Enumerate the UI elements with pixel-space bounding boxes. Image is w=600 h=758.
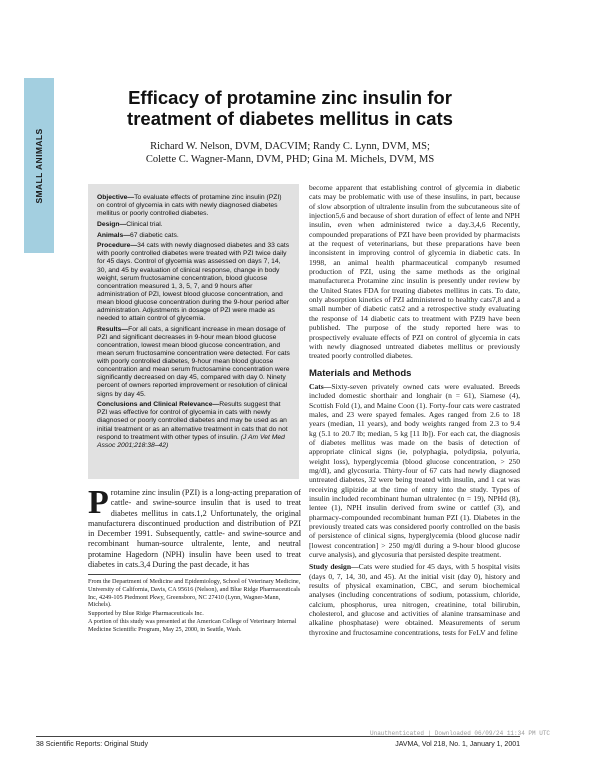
- left-column: [88, 484, 301, 635]
- abstract-procedure: Procedure—34 cats with newly diagnosed diabetes and 33 cats with poorly controlled diabetes were treated with PZI twice daily for 45 days. Control of glycemia was assessed on days 7, 14, 30, and 45 by evaluation of clinical response, change in body weight, serum fructosamine concentration, blood glucose concentration measured 1, 3, 5, 7, and 9 hours after administration of PZI, lowest blood glucose concentration, and mean blood glucose concentration during the 9-hour period after administration. Adjustments in dosage of PZI were made as needed to attain control of glycemia.: [97, 242, 290, 323]
- footnotes: [88, 578, 301, 633]
- footer-journal-info: JAVMA, Vol 218, No. 1, January 1, 2001: [395, 741, 520, 748]
- abstract-citation: (J Am Vet Med Assoc 2001;218:38–42): [97, 433, 285, 449]
- abstract-conclusions: Conclusions and Clinical Relevance—Results suggest that PZI was effective for control of glycemia in cats with newly diagnosed or poorly controlled diabetes and may be used as an initial treatment or as an alternative treatment in cats that do not respond to treatment with other types of insulin. (J Am Vet Med Assoc 2001;218:38–42): [97, 401, 288, 449]
- intro-paragraph: [88, 484, 301, 570]
- intro-text: rotamine zinc insulin (PZI) is a long-acting preparation of cattle- and swine-source insulin that is used to treat diabetes mellitus in cats.1,2 Unfortunately, the original manufacturera discontinued production and distribution of PZI in December 1991. Subsequently, cattle- and swine-source and recombinant human-source ultralente, lente, and neutral protamine Hagedorn (NPH) insulin have been used to treat diabetes in cats.3,4 During the past decade, it has: [88, 488, 301, 570]
- abstract-objective: Objective—To evaluate effects of protamine zinc insulin (PZI) on control of glycemia in cats with newly diagnosed diabetes mellitus or poorly controlled diabetes.: [97, 194, 282, 218]
- abstract-results: Results—For all cats, a significant increase in mean dosage of PZI and significant decreases in 9-hour mean blood glucose concentration, lowest mean blood glucose concentration, and mean serum fructosamine concentration were detected. For cats with poorly controlled diabetes, 9-hour mean blood glucose concentration and mean serum fructosamine concentration were significantly decreased on day 45, compared with day 0. Ninety percent of owners reported improvement or resolution of clinical signs by day 45.: [97, 325, 290, 398]
- authors-line-2: Colette C. Wagner-Mann, DVM, PHD; Gina M. Michels, DVM, MS: [145, 154, 435, 165]
- download-watermark: Unauthenticated | Downloaded 06/09/24 11:34 PM UTC: [370, 730, 551, 737]
- methods-study-design: Study design—Cats were studied for 45 days, with 5 hospital visits (days 0, 7, 14, 30, and 45). At the initial visit (day 0), history and results of physical examination, CBC, and serum biochemical analyses (including concentrations of sodium, potassium, chloride, calcium, phosphorus, urea nitrogen, creatinine, total bilirubin, cholesterol, and glucose and activities of alanine transaminase and alkaline phosphatase) were obtained. Measurements of serum thyroxine and fructosamine concentrations, tests for FeLV and feline: [309, 562, 521, 637]
- footnote-divider: [88, 574, 301, 575]
- section-tab-label: SMALL ANIMALS: [34, 127, 44, 204]
- section-heading-methods: Materials and Methods: [309, 367, 412, 379]
- footnote-affiliation: From the Department of Medicine and Epidemiology, School of Veterinary Medicine, University of California, Davis, CA 95616 (Nelson), and Blue Ridge Pharmaceuticals Inc, 4249-105 Piedmont Pkwy, Greensboro, NC 27410 (Lynn, Wagner-Mann, Michels).: [88, 578, 301, 609]
- section-tab: [24, 78, 54, 253]
- methods-cats: Cats—Sixty-seven privately owned cats were evaluated. Breeds included domestic shorthair and longhair (n = 61), Siamese (4), Scottish Fold (1), and Maine Coon (1). Forty-four cats were castrated males, and 23 were spayed females. Ages ranged from 2.6 to 18 years (median, 11 years), and body weights ranged from 2.3 to 9.4 kg (5.1 to 20.7 lb; median, 5 kg [11 lb]). For each cat, the diagnosis of diabetes mellitus was made on the basis of detection of appropriate clinical signs (ie, polyphagia, polydipsia, polyuria, weight loss), hyperglycemia (blood glucose concentration, > 250 mg/dl), and glycosuria. Thirty-four of 67 cats had newly diagnosed untreated diabetes, 32 were being treated with insulin, and 1 cat was receiving glipizide at the time of entry into the study. Types of insulin included recombinant human ultralentec (n = 19), NPHd (8), lentee (1), NPH insulin derived from swine or cattlef (3), and pharmacy-compounded recombinant human PZI (1). Diabetes in the previously treated cats was considered poorly controlled on the basis of persistence of clinical signs, hyperglycemia (blood glucose nadir [lowest concentration] > 250 mg/dl during a 9-hour blood glucose curve analysis), and glycosuria that persisted despite treatment.: [309, 381, 520, 560]
- author-list: [90, 140, 490, 166]
- footer-divider: [36, 736, 520, 737]
- footer-page-info: 38 Scientific Reports: Original Study: [36, 741, 149, 748]
- footnote-presentation: A portion of this study was presented at the American College of Veterinary Internal Medicine Scientific Program, May 25, 2000, in Seattle, Wash.: [88, 618, 297, 633]
- footnote-support: Supported by Blue Ridge Pharmaceuticals Inc.: [88, 609, 204, 617]
- intro-continued: become apparent that establishing control of glycemia in diabetic cats may be problematic with use of these insulins, in part, because of slow absorption of ultralente insulin from the subcutaneous site of injection5,6 and because of short duration of effect of lente and NPH insulin, even when administered twice a day.3,4,6 Recently, compounded preparations of PZI have been provided by pharmacists at the request of veterinarians, but these preparations have been inconsistent in improving control of glycemia in diabetic cats. In 1998, an animal health pharmaceutical companyb resumed production of PZI, using the same methods as the original manufacturer.a Protamine zinc insulin is presently under review by the United States FDA for treating diabetes mellitus in cats. To date, only absorption kinetics of PZI administered to healthy cats7,8 and a small number of diabetic cats2 and a retrospective study evaluating the response of 14 diabetic cats to treatment with PZI9 have been published. The purpose of the study reported here was to prospectively evaluate effects of PZI on control of glycemia in cats with newly diagnosed untreated diabetes mellitus or previously treated poorly controlled diabetes.: [309, 183, 520, 361]
- abstract-box: [88, 184, 299, 479]
- right-column: [309, 183, 520, 640]
- abstract-animals: Animals—67 diabetic cats.: [97, 231, 179, 239]
- abstract-design: Design—Clinical trial.: [97, 220, 163, 228]
- authors-line-1: Richard W. Nelson, DVM, DACVIM; Randy C. Lynn, DVM, MS;: [150, 141, 430, 152]
- drop-cap: P: [88, 484, 109, 521]
- article-title: Efficacy of protamine zinc insulin for treatment of diabetes mellitus in cats: [127, 87, 453, 129]
